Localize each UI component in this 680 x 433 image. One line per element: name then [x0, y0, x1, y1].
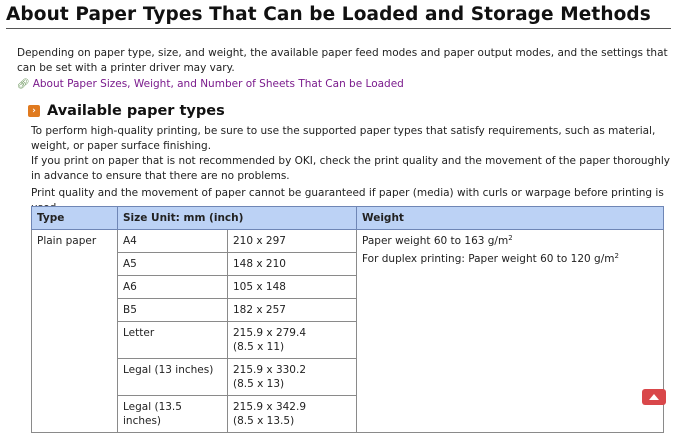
section-paragraph: To perform high-quality printing, be sure to use the supported paper types that satisfy requirements, such as material, weight, or paper surface finishing. — [31, 125, 656, 152]
weight-line: Paper weight 60 to 163 $g/m^2$ — [362, 234, 513, 247]
size-dimension: 105 x 148 — [228, 276, 357, 299]
scroll-to-top-button[interactable] — [642, 389, 666, 405]
header-type: Type — [32, 207, 118, 230]
section-title: Available paper types — [47, 103, 225, 119]
section-paragraph: Print quality and the movement of paper cannot be guaranteed if paper (media) with curls or warpage before printing is — [31, 187, 664, 199]
table-row — [32, 230, 664, 253]
intro-text: Depending on paper type, size, and weight, the available paper feed modes and paper output modes, and the settings that can be set with a printer driver may vary. — [17, 47, 668, 74]
size-name: A4 — [118, 230, 228, 253]
size-name: Legal (13.5 inches) — [118, 396, 228, 433]
orange-chevron-icon: › — [28, 105, 40, 117]
paper-types-table — [31, 206, 664, 433]
size-name: Letter — [118, 322, 228, 359]
section-heading — [28, 102, 225, 120]
size-name: Legal (13 inches) — [118, 359, 228, 396]
table-header-row — [32, 207, 664, 230]
size-dimension: 182 x 257 — [228, 299, 357, 322]
size-dimension: 215.9 x 342.9 (8.5 x 13.5) — [228, 396, 357, 433]
size-name: B5 — [118, 299, 228, 322]
type-cell: Plain paper — [32, 230, 118, 433]
size-dimension: 210 x 297 — [228, 230, 357, 253]
size-name: A6 — [118, 276, 228, 299]
page-title: About Paper Types That Can be Loaded and Storage Methods — [6, 4, 671, 29]
section-paragraph: If you print on paper that is not recommended by OKI, check the print quality and the movement of the paper thoroughly in advance to ensure that there are no problems. — [31, 155, 670, 182]
related-link-label[interactable]: About Paper Sizes, Weight, and Number of Sheets That Can be Loaded — [32, 78, 404, 90]
header-size: Size Unit: mm (inch) — [118, 207, 357, 230]
weight-cell — [357, 230, 664, 433]
size-dimension: 215.9 x 279.4 (8.5 x 11) — [228, 322, 357, 359]
size-name: A5 — [118, 253, 228, 276]
related-link[interactable] — [17, 78, 404, 90]
link-icon: 🔗︎ — [17, 79, 30, 90]
weight-line-duplex: For duplex printing: Paper weight 60 to 120 $g/m^2$ — [362, 252, 619, 265]
size-dimension: 148 x 210 — [228, 253, 357, 276]
arrow-up-icon — [649, 394, 659, 400]
header-weight: Weight — [357, 207, 664, 230]
size-dimension: 215.9 x 330.2 (8.5 x 13) — [228, 359, 357, 396]
